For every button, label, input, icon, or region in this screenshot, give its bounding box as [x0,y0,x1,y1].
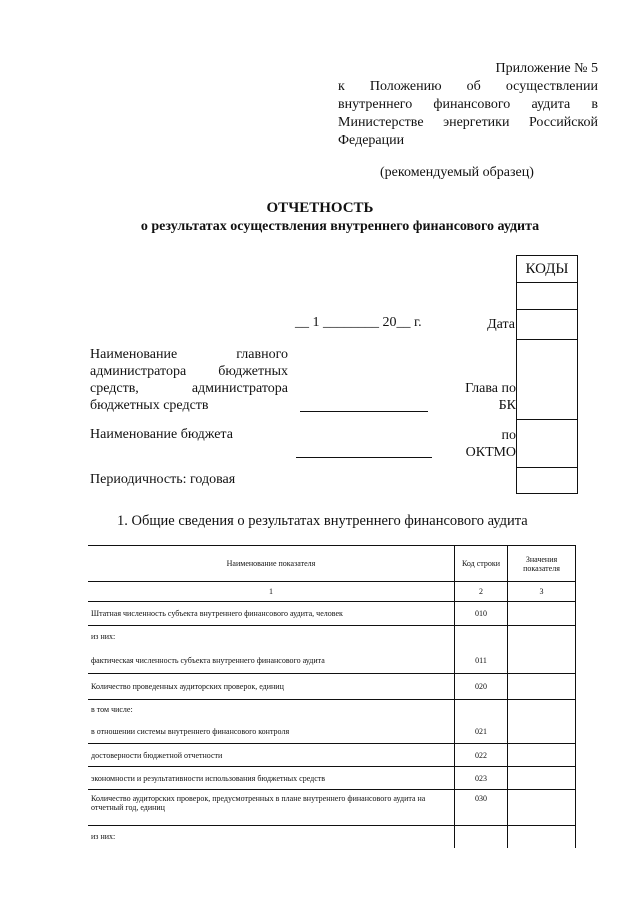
org-name-label: Наименование главного администратора бюджетных средств, администратора бюджетных средств [90,347,288,413]
appendix-number: Приложение № 5 [495,61,598,76]
glava-bk-label [430,380,516,414]
table-row [88,720,576,744]
row-value[interactable] [508,700,576,720]
audit-summary-table [88,545,576,848]
header-indicator-name: Наименование показателя [88,546,455,582]
row-code: 011 [455,648,508,674]
table-row [88,700,576,720]
codes-cell-blank[interactable] [517,282,577,309]
row-value[interactable] [508,626,576,648]
row-name: экономности и результативности использования бюджетных средств [88,767,455,790]
row-name: Штатная численность субъекта внутреннего финансового аудита, человек [88,602,455,626]
glava-bk-label-line2: БК [498,398,516,413]
row-name: достоверности бюджетной отчетности [88,744,455,767]
section-title: 1. Общие сведения о результатах внутреннего финансового аудита [117,513,528,529]
periodicity-label: Периодичность: годовая [90,472,236,487]
table-row [88,674,576,700]
oktmo-label-line1: по [501,428,516,443]
row-value[interactable] [508,720,576,744]
codes-cell-glava-bk[interactable] [517,339,577,419]
org-name-field[interactable] [300,411,428,412]
row-name: из них: [88,826,455,848]
row-name: из них: [88,626,455,648]
row-value[interactable] [508,602,576,626]
row-value[interactable] [508,826,576,848]
document-subtitle: о результатах осуществления внутреннего финансового аудита [140,219,540,234]
codes-cell-oktmo[interactable] [517,419,577,467]
column-number-3: 3 [508,582,576,602]
budget-name-field[interactable] [296,457,432,458]
row-code: 020 [455,674,508,700]
document-title: ОТЧЕТНОСТЬ [266,200,374,216]
row-code: 010 [455,602,508,626]
row-value[interactable] [508,648,576,674]
table-row [88,767,576,790]
table-row [88,602,576,626]
oktmo-label [430,427,516,461]
date-label: Дата [487,317,515,332]
row-value[interactable] [508,790,576,826]
row-value[interactable] [508,744,576,767]
header-indicator-value: Значения показателя [508,546,576,582]
row-code: 021 [455,720,508,744]
row-name: в том числе: [88,700,455,720]
codes-cell-date[interactable] [517,309,577,339]
column-number-2: 2 [455,582,508,602]
oktmo-label-line2: ОКТМО [465,445,516,460]
row-code: 023 [455,767,508,790]
row-code [455,626,508,648]
appendix-note [338,60,598,150]
recommended-sample-label: (рекомендуемый образец) [380,165,534,180]
table-header-row [88,546,576,582]
table-column-numbers-row [88,582,576,602]
table-row [88,744,576,767]
header-row-code: Код строки [455,546,508,582]
codes-box [516,255,578,494]
table-row [88,648,576,674]
codes-header: КОДЫ [525,261,569,277]
column-number-1: 1 [88,582,455,602]
table-row [88,826,576,848]
row-code: 030 [455,790,508,826]
table-row [88,626,576,648]
row-name: в отношении системы внутреннего финансового контроля [88,720,455,744]
row-value[interactable] [508,767,576,790]
budget-name-label: Наименование бюджета [90,427,233,442]
row-name: Количество проведенных аудиторских проверок, единиц [88,674,455,700]
row-code [455,700,508,720]
table-row [88,790,576,826]
row-code: 022 [455,744,508,767]
row-value[interactable] [508,674,576,700]
row-name: фактическая численность субъекта внутреннего финансового аудита [88,648,455,674]
codes-cell-period[interactable] [517,467,577,493]
date-line: __ 1 ________ 20__ г. [295,315,422,330]
row-code [455,826,508,848]
glava-bk-label-line1: Глава по [465,381,516,396]
appendix-last-line: Федерации [338,133,405,148]
row-name: Количество аудиторских проверок, предусмотренных в плане внутреннего финансового аудита на отчетный год, единиц [88,790,455,826]
appendix-body: к Положению об осуществлении внутреннего финансового аудита в Министерстве энергетики Российской [338,79,598,130]
